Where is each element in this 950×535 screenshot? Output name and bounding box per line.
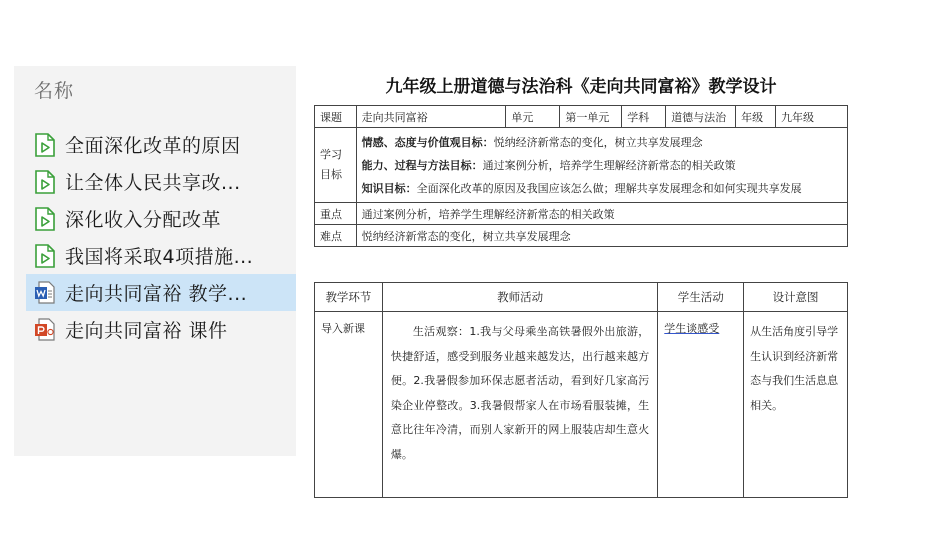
file-item[interactable] <box>34 126 296 163</box>
goals-content <box>356 128 847 203</box>
difficulty-value: 悦纳经济新常态的变化，树立共享发展理念 <box>356 225 847 247</box>
teaching-activities-table <box>314 282 848 498</box>
key-point-label: 重点 <box>315 203 357 225</box>
powerpoint-file-icon <box>34 318 56 342</box>
topic-row <box>315 106 848 128</box>
topic-label: 课题 <box>315 106 357 128</box>
unit-value: 第一单元 <box>560 106 622 128</box>
column-header: 教学环节 <box>315 283 383 312</box>
key-point-row <box>315 203 848 225</box>
file-name: 深化收入分配改革 <box>65 209 222 231</box>
difficulty-row <box>315 225 848 247</box>
file-list <box>34 126 296 348</box>
file-name: 我国将采取4项措施... <box>65 246 254 268</box>
file-item[interactable] <box>34 311 296 348</box>
file-list-panel <box>14 66 296 456</box>
goal-text: 全面深化改革的原因及我国应该怎么做；理解共享发展理念和如何实现共享发展 <box>416 181 802 195</box>
goals-label: 学习目标 <box>315 128 357 203</box>
subject-value: 道德与法治 <box>666 106 736 128</box>
lesson-info-table <box>314 105 848 247</box>
unit-label: 单元 <box>506 106 560 128</box>
word-document-icon <box>34 281 56 305</box>
file-item-selected[interactable] <box>26 274 296 311</box>
activities-header-row <box>315 283 848 312</box>
video-file-icon <box>34 244 56 268</box>
video-file-icon <box>34 133 56 157</box>
goal-text: 悦纳经济新常态的变化，树立共享发展理念 <box>493 135 703 149</box>
goal-text: 通过案例分析，培养学生理解经济新常态的相关政策 <box>482 158 736 172</box>
file-item[interactable] <box>34 163 296 200</box>
key-point-value: 通过案例分析，培养学生理解经济新常态的相关政策 <box>356 203 847 225</box>
video-file-icon <box>34 170 56 194</box>
activity-row <box>315 312 848 498</box>
difficulty-label: 难点 <box>315 225 357 247</box>
file-item[interactable] <box>34 237 296 274</box>
column-header: 设计意图 <box>744 283 848 312</box>
file-item[interactable] <box>34 200 296 237</box>
grade-value: 九年级 <box>776 106 848 128</box>
design-intent-cell: 从生活角度引导学生认识到经济新常态与我们生活息息相关。 <box>744 312 848 498</box>
goals-row <box>315 128 848 203</box>
name-column-header[interactable]: 名称 <box>34 80 75 102</box>
column-header: 教师活动 <box>382 283 657 312</box>
goal-line <box>362 154 842 177</box>
document-title: 九年级上册道德与法治科《走向共同富裕》教学设计 <box>385 77 777 97</box>
goal-label: 知识目标： <box>361 181 417 195</box>
video-file-icon <box>34 207 56 231</box>
student-activity-cell <box>658 312 744 498</box>
goal-line <box>362 131 842 154</box>
teacher-activity-cell: 生活观察：1.我与父母乘坐高铁暑假外出旅游，快捷舒适，感受到服务业越来越发达，出行越来越方便。2.我暑假参加环保志愿者活动，看到好几家高污染企业停整改。3.我暑假帮家人在市场看服装摊，生意比往年冷清，而别人家新开的网上服装店却生意火爆。 <box>382 312 657 498</box>
goal-label: 能力、过程与方法目标： <box>361 158 483 172</box>
column-header: 学生活动 <box>658 283 744 312</box>
file-name: 走向共同富裕 课件 <box>65 320 228 342</box>
phase-cell: 导入新课 <box>315 312 383 498</box>
goal-label: 情感、态度与价值观目标： <box>361 135 494 149</box>
topic-value: 走向共同富裕 <box>356 106 506 128</box>
student-activity-text: 学生谈感受 <box>664 322 720 335</box>
file-name: 让全体人民共享改... <box>65 172 241 194</box>
subject-label: 学科 <box>622 106 666 128</box>
goal-line <box>362 177 842 200</box>
file-name: 走向共同富裕 教学... <box>65 283 248 305</box>
file-name: 全面深化改革的原因 <box>65 135 241 157</box>
grade-label: 年级 <box>736 106 776 128</box>
